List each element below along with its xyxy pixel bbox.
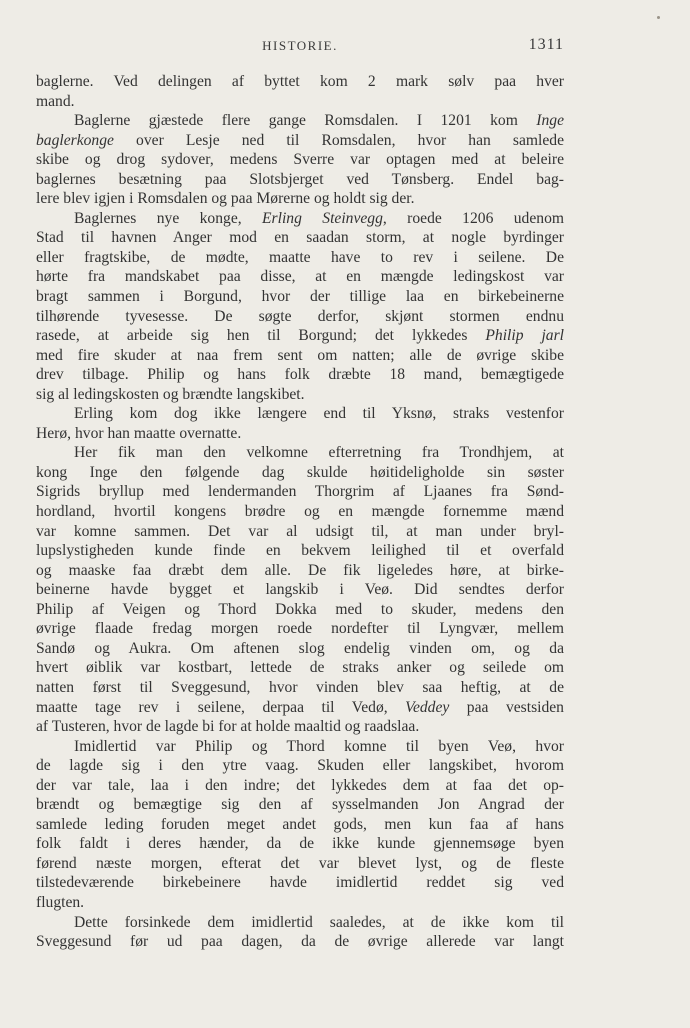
text-line: [36, 228, 564, 248]
text-line: [36, 131, 564, 151]
italic-name: Philip jarl: [485, 327, 565, 345]
line-text: de lagde sig i den ytre vaag. Skuden eller langskibet, hvorom: [36, 757, 564, 775]
page-number: 1311: [528, 36, 564, 53]
line-text: brændt og bemægtige sig den af sysselmanden Jon Angrad der: [36, 796, 564, 814]
text-line: [36, 873, 564, 893]
text-line: [36, 92, 564, 112]
text-line: [36, 287, 564, 307]
text-line: [36, 267, 564, 287]
text-line: [36, 72, 564, 92]
text-line: [36, 600, 564, 620]
line-text: sig al ledingskosten og brændte langskibet.: [36, 385, 305, 403]
text-line: [36, 580, 564, 600]
text-line: [36, 561, 564, 581]
text-line: [36, 619, 564, 639]
header-title: HISTORIE.: [262, 38, 338, 53]
line-text: hordland, hvortil kongens brødre og en mængde fornemme mænd: [36, 503, 564, 521]
line-text: mand.: [36, 92, 75, 110]
paper-speck: [657, 16, 660, 19]
line-text: Herø, hvor han maatte overnatte.: [36, 424, 242, 442]
line-text: var komne sammen. Det var al udsigt til, at man under bryl-: [36, 522, 564, 540]
italic-name: Erling Steinvegg: [262, 209, 383, 227]
text-line: [36, 502, 564, 522]
line-text: tilstedeværende birkebeinere havde imidlertid reddet sig ved: [36, 874, 564, 892]
line-text: baglerne. Ved delingen af byttet kom 2 mark sølv paa hver: [36, 73, 564, 90]
text-line: [36, 756, 564, 776]
line-text: der var tale, laa i den indre; det lykkedes dem at faa det op-: [36, 776, 564, 794]
line-text: flugten.: [36, 893, 85, 911]
body-text: [36, 72, 564, 952]
line-text: Dette forsinkede dem imidlertid saaledes, at de ikke kom til: [74, 913, 564, 931]
line-text: lupslystigheden kunde finde en bekvem leilighed til et overfald: [36, 542, 564, 560]
text-line: [36, 463, 564, 483]
text-line: [36, 170, 564, 190]
line-text: Sandø og Aukra. Om aftenen slog endelig vinden om, og da: [36, 639, 564, 657]
line-text: tilhørende tyvesesse. De søgte derfor, skjønt stormen endnu: [36, 307, 564, 325]
line-text: hvert øiblik var kostbart, lettede de straks anker og seilede om: [36, 659, 564, 677]
text-line: [36, 658, 564, 678]
text-line: [36, 404, 564, 424]
text-line: [36, 932, 564, 952]
text-line: [36, 913, 564, 933]
text-line: [36, 522, 564, 542]
line-text: eller fragtskibe, de mødte, maatte have to rev i seilene. De: [36, 248, 564, 266]
italic-name: Veddey: [405, 698, 450, 716]
text-line: [36, 834, 564, 854]
line-text: og maaske faa dræbt dem alle. De fik ligeledes høre, at birke-: [36, 561, 564, 579]
line-text: folk faldt i deres hænder, da de ikke kunde gjennemsøge byen: [36, 835, 564, 853]
line-text: Imidlertid var Philip og Thord komne til byen Veø, hvor: [74, 737, 564, 755]
line-text: samlede leding foruden meget andet gods, men kun faa af hans: [36, 815, 564, 833]
text-line: [36, 111, 564, 131]
text-line: [36, 737, 564, 757]
text-line: [36, 795, 564, 815]
text-line: [36, 150, 564, 170]
line-text: baglernes besætning paa Slotsbjerget ved Tønsberg. Endel bag-: [36, 170, 564, 188]
line-text: Erling kom dog ikke længere end til Yksnø, straks vestenfor: [74, 405, 564, 423]
italic-name: Inge: [536, 112, 564, 130]
line-text: maatte tage rev i seilene, derpaa til Vedø,: [36, 698, 406, 716]
line-text: af Tusteren, hvor de lagde bi for at holde maaltid og raadslaa.: [36, 718, 420, 736]
line-text: beinerne havde bygget et langskib i Veø. Did sendtes derfor: [36, 581, 564, 599]
text-line: [36, 815, 564, 835]
line-text: med fire skuder at naa frem sent om natten; alle de øvrige skibe: [36, 346, 564, 364]
text-line: [36, 209, 564, 229]
text-line: [36, 893, 564, 913]
text-line: [36, 307, 564, 327]
line-text: Baglerne gjæstede flere gange Romsdalen. I 1201 kom: [74, 112, 537, 130]
line-text: over Lesje ned til Romsdalen, hvor han samlede: [113, 131, 564, 149]
text-line: [36, 346, 564, 366]
line-text: Her fik man den velkomne efterretning fra Trondhjem, at: [74, 444, 564, 462]
line-text: Philip af Veigen og Thord Dokka med to skuder, medens den: [36, 600, 564, 618]
text-line: [36, 189, 564, 209]
italic-name: baglerkonge: [36, 131, 114, 149]
line-text: førend næste morgen, efterat det var blevet lyst, og de fleste: [36, 854, 564, 872]
text-line: [36, 854, 564, 874]
line-text: rasede, at arbeide sig hen til Borgund; det lykkedes: [36, 327, 486, 345]
text-line: [36, 443, 564, 463]
line-text: Sveggesund før ud paa dagen, da de øvrige allerede var langt: [36, 933, 564, 951]
line-text: , roede 1206 udenom: [382, 209, 564, 227]
text-line: [36, 326, 564, 346]
running-header: [36, 36, 564, 58]
line-text: bragt sammen i Borgund, hvor der tillige laa en birkebeinerne: [36, 288, 564, 306]
line-text: skibe og drog sydover, medens Sverre var optagen med at beleire: [36, 151, 564, 169]
text-line: [36, 717, 564, 737]
text-line: [36, 482, 564, 502]
line-text: natten først til Sveggesund, hvor vinden blev saa heftig, at de: [36, 678, 564, 696]
line-text: Sigrids bryllup med lendermanden Thorgrim af Ljaanes fra Sønd-: [36, 483, 564, 501]
text-line: [36, 639, 564, 659]
line-text: hørte fra mandskabet paa disse, at en mængde ledingskost var: [36, 268, 564, 286]
text-line: [36, 248, 564, 268]
text-line: [36, 698, 564, 718]
line-text: drev tilbage. Philip og hans folk dræbte 18 mand, bemægtigede: [36, 366, 564, 384]
text-line: [36, 776, 564, 796]
line-text: lere blev igjen i Romsdalen og paa Mørerne og holdt sig der.: [36, 190, 415, 208]
line-text: Baglernes nye konge,: [74, 209, 263, 227]
line-text: kong Inge den følgende dag skulde høitideligholde sin søster: [36, 463, 564, 481]
line-text: paa vestsiden: [449, 698, 564, 716]
text-line: [36, 385, 564, 405]
text-line: [36, 541, 564, 561]
text-line: [36, 365, 564, 385]
text-line: [36, 424, 564, 444]
line-text: øvrige flaade fredag morgen roede nordefter til Lyngvær, mellem: [36, 620, 564, 638]
line-text: Stad til havnen Anger mod en saadan storm, at nogle byrdinger: [36, 229, 564, 247]
text-line: [36, 678, 564, 698]
